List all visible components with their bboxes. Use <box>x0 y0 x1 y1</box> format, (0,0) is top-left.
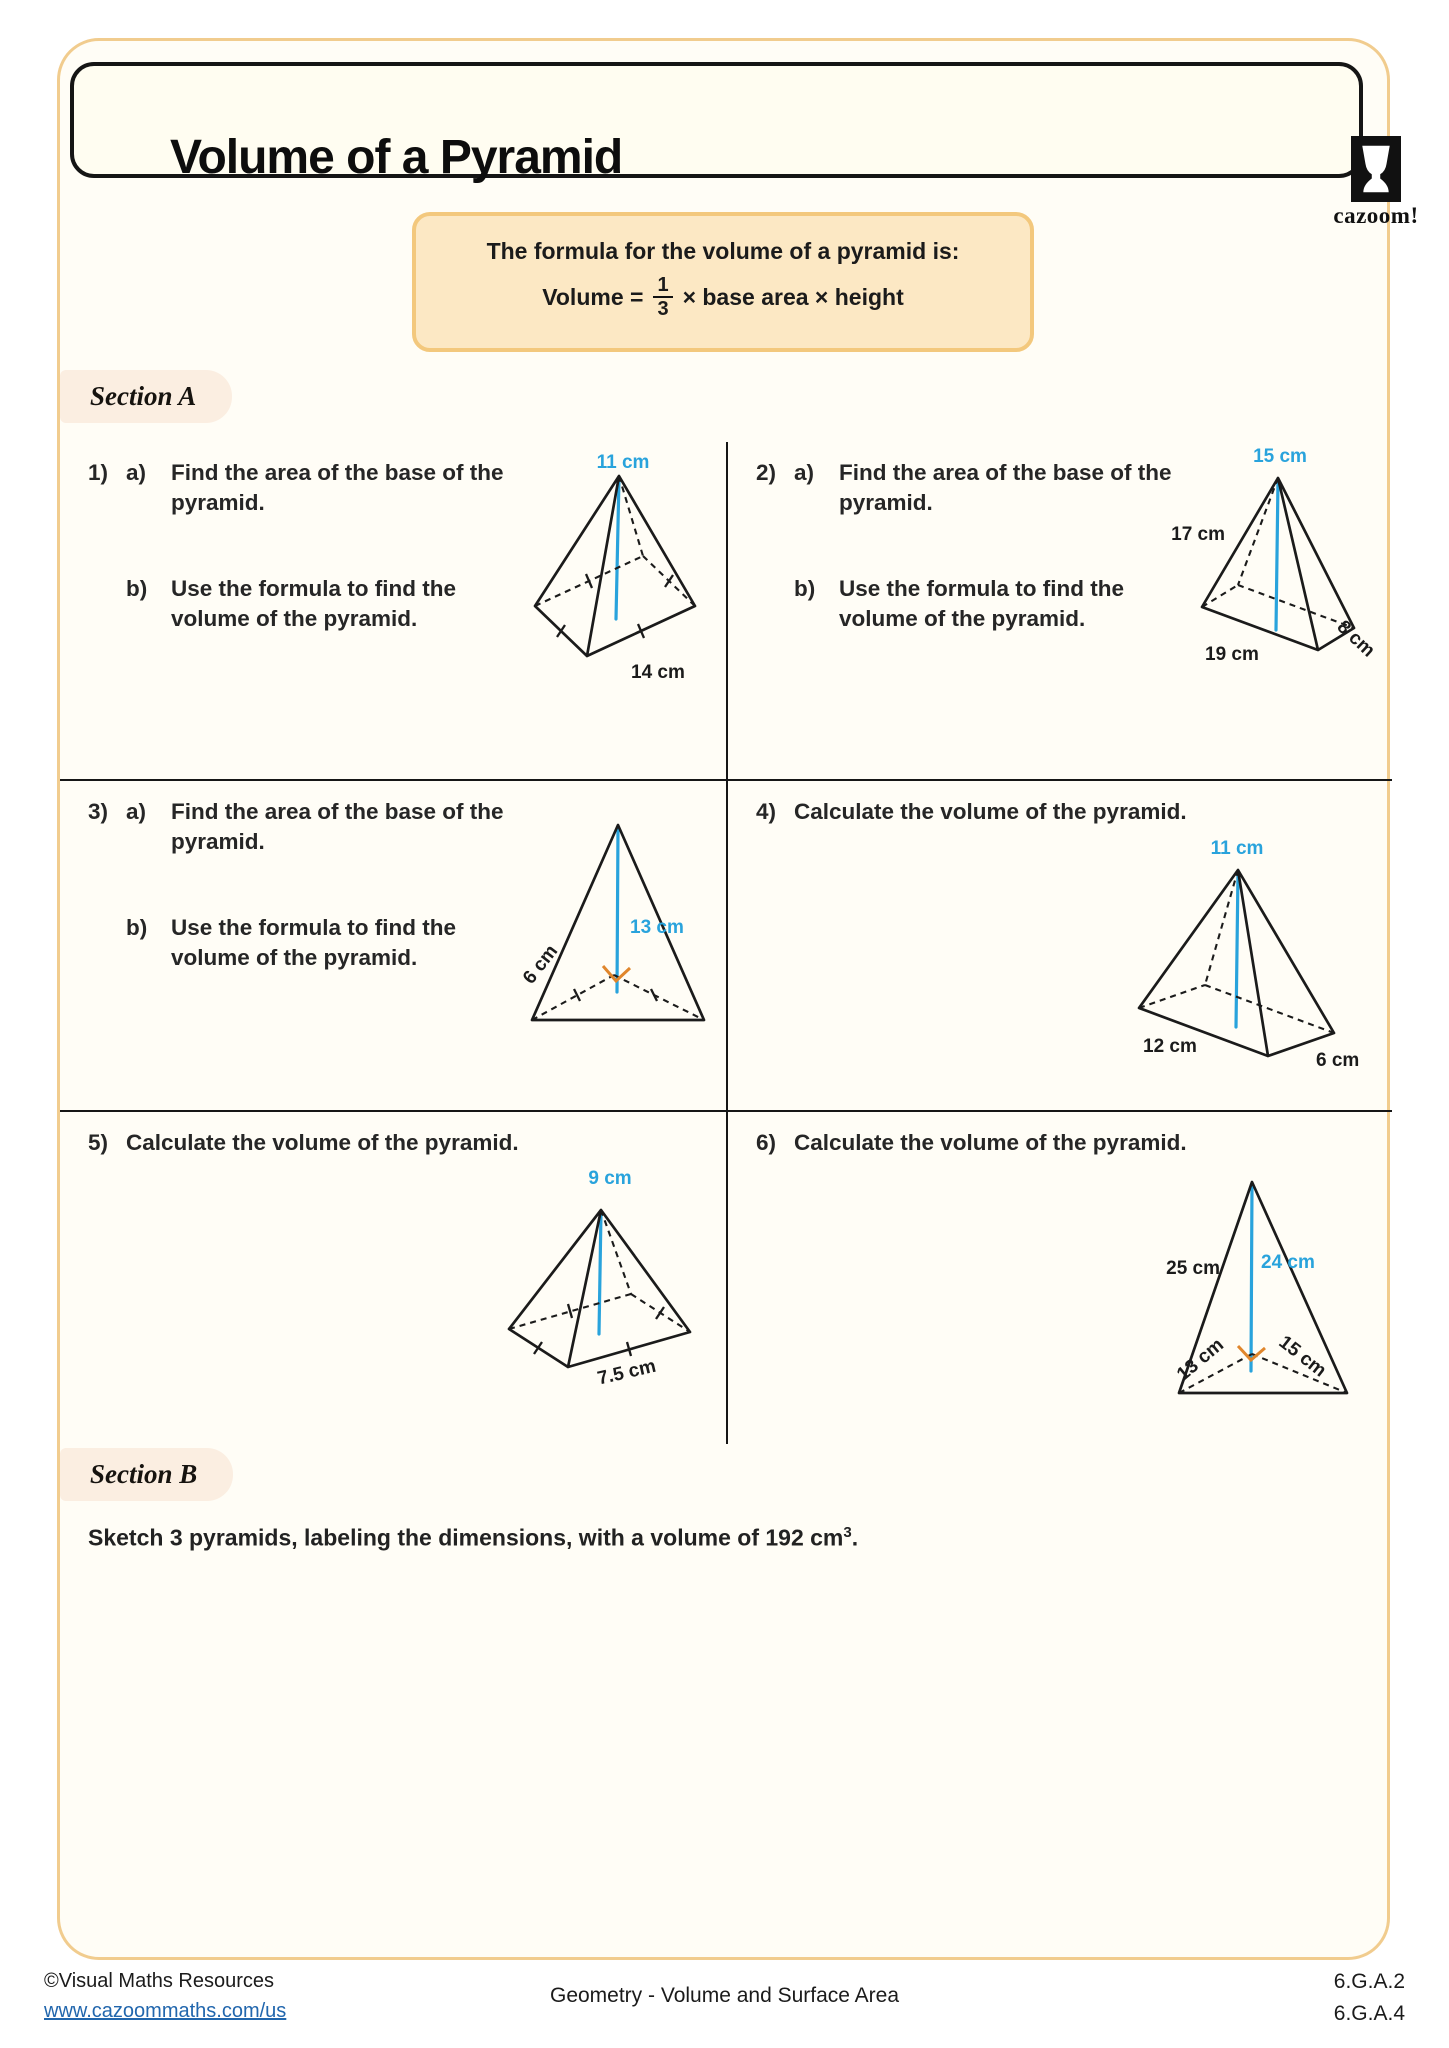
footer-category: Geometry - Volume and Surface Area <box>549 1984 899 2007</box>
standard-code-2: 6.G.A.4 <box>1333 2001 1405 2025</box>
base-label: 7.5 cm <box>595 1355 658 1390</box>
fraction-numerator: 1 <box>657 274 669 296</box>
height-line <box>599 1212 601 1334</box>
question-part-a: a) Find the area of the base of the pyramid. <box>794 460 1172 515</box>
question-number: 1) <box>88 460 109 485</box>
question-1-cell <box>60 442 726 779</box>
base-right-label: 15 cm <box>1274 1331 1331 1382</box>
base-label: 14 cm <box>631 662 685 683</box>
formula-equation <box>416 275 1030 320</box>
pyramid-figure-5 <box>460 1162 710 1397</box>
question-part-b: b) Use the formula to find the volume of the pyramid. <box>126 914 457 970</box>
question-grid <box>60 442 1392 1444</box>
question-part-a: a) Find the area of the base of the pyramid. <box>126 460 504 515</box>
title-box <box>70 62 1419 228</box>
height-line <box>616 478 619 619</box>
question-3-text <box>88 797 513 973</box>
superscript-3: 3 <box>843 1524 852 1541</box>
formula-box <box>412 212 1034 352</box>
cazoom-url-link[interactable]: www.cazoommaths.com/us <box>44 2000 287 2022</box>
base-length-label: 12 cm <box>1143 1036 1197 1057</box>
question-2-text <box>756 458 1181 634</box>
height-line <box>617 827 618 992</box>
question-part-a: a) Find the area of the base of the pyramid. <box>126 799 504 854</box>
pyramid-figure-4 <box>1123 836 1360 1076</box>
height-label: 11 cm <box>596 452 650 473</box>
height-label: 13 cm <box>630 917 684 938</box>
logo-wordmark: cazoom! <box>1333 203 1419 228</box>
height-label: 9 cm <box>588 1168 632 1189</box>
grid-row-3 <box>60 1110 1392 1444</box>
pyramid-figure-2 <box>1168 442 1388 672</box>
slant-label: 17 cm <box>1171 524 1225 545</box>
drum-icon <box>1351 136 1401 202</box>
height-label: 15 cm <box>1253 446 1307 467</box>
section-b-instruction: Sketch 3 pyramids, labeling the dimensions, with a volume of 192 $cm^3$. <box>88 1524 859 1551</box>
question-5-text: 5) Calculate the volume of the pyramid. <box>88 1128 686 1158</box>
section-a-heading: Section A <box>60 370 232 423</box>
pyramid-figure-1 <box>525 454 725 689</box>
question-number: 2) <box>756 460 777 485</box>
height-label: 11 cm <box>1210 838 1264 859</box>
pyramid-figure-6 <box>1158 1152 1388 1417</box>
question-number: 6) <box>756 1130 777 1155</box>
question-number: 5) <box>88 1130 109 1155</box>
formula-prefix: Volume = <box>542 284 644 310</box>
base-left-label: 13 cm <box>1173 1334 1228 1386</box>
question-1-text <box>88 458 513 634</box>
djembe-drum-icon <box>1357 142 1395 196</box>
question-number: 3) <box>88 799 109 824</box>
hidden-back-edge <box>619 476 643 556</box>
pyramid-figure-3 <box>500 801 720 1041</box>
footer-standards <box>1334 1966 1405 2029</box>
question-3-cell <box>60 781 726 1110</box>
base-label: 6 cm <box>519 941 563 989</box>
question-6-cell <box>726 1112 1392 1444</box>
base-width-label: 8 cm <box>1332 616 1379 662</box>
question-number: 4) <box>756 799 777 824</box>
page-title: Volume of a Pyramid <box>170 131 623 184</box>
hidden-back-edge <box>1238 478 1278 585</box>
height-line <box>1236 872 1238 1027</box>
cazoom-logo <box>1320 136 1432 229</box>
hidden-back-edge <box>601 1210 631 1294</box>
fraction-denominator: 3 <box>653 296 672 320</box>
height-line <box>1276 480 1278 630</box>
section-b-heading: Section B <box>60 1448 233 1501</box>
copyright-text: ©Visual Maths Resources <box>44 1970 275 1992</box>
base-length-label: 19 cm <box>1205 644 1259 665</box>
height-label: 24 cm <box>1261 1252 1315 1273</box>
question-part-b: b) Use the formula to find the volume of the pyramid. <box>794 575 1125 631</box>
standard-code-1: 6.G.A.2 <box>1333 1970 1405 1993</box>
formula-suffix: × base area × height <box>682 284 904 310</box>
pyramid-edges <box>535 476 695 656</box>
fraction-one-third <box>653 275 672 320</box>
slant-label: 25 cm <box>1166 1258 1220 1279</box>
hidden-back-edge <box>1205 870 1238 985</box>
grid-row-2 <box>60 779 1392 1110</box>
question-2-cell <box>726 442 1392 779</box>
question-4-text: 4) Calculate the volume of the pyramid. <box>756 797 1354 827</box>
question-part-b: b) Use the formula to find the volume of the pyramid. <box>126 575 457 631</box>
formula-intro: The formula for the volume of a pyramid is: <box>486 238 960 264</box>
question-4-cell <box>726 781 1392 1110</box>
base-width-label: 6 cm <box>1316 1050 1360 1071</box>
question-6-text: 6) Calculate the volume of the pyramid. <box>756 1128 1354 1158</box>
grid-row-1 <box>60 442 1392 779</box>
question-5-cell <box>60 1112 726 1444</box>
height-line <box>1251 1184 1252 1371</box>
